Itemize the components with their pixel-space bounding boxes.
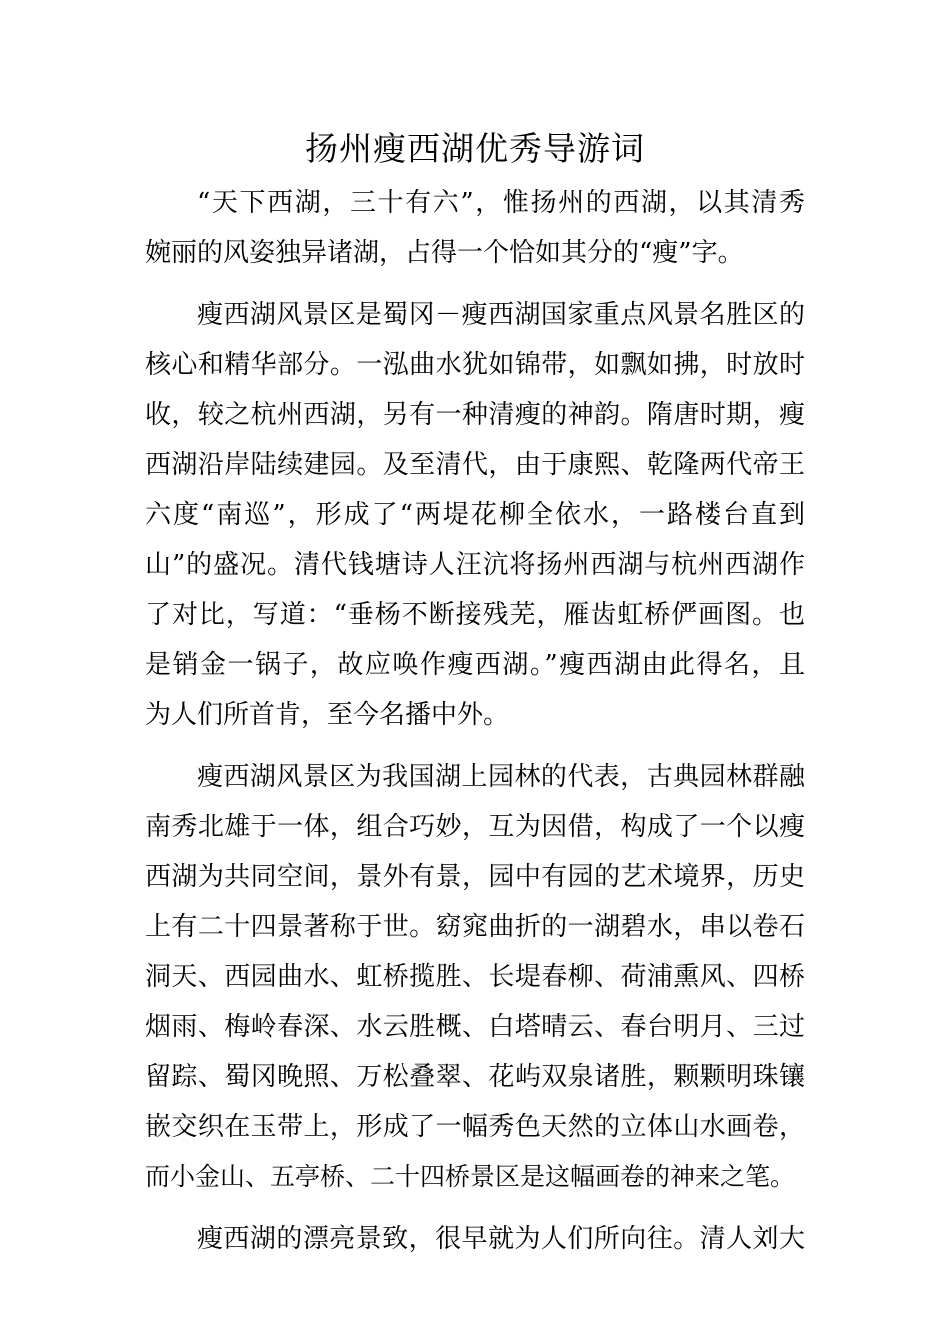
text-line: 瘦西湖风景区为我国湖上园林的代表，古典园林群融 (197, 762, 805, 792)
paragraph-4 (145, 1214, 805, 1264)
paragraph-3 (145, 752, 805, 1202)
document-title: 扬州瘦西湖优秀导游词 (305, 129, 645, 168)
text-line: 婉丽的风姿独异诸湖，占得一个恰如其分的“瘦”字。 (145, 238, 744, 268)
paragraph-1 (145, 178, 805, 278)
paragraph-2 (145, 290, 805, 740)
text-line: 为人们所首肯，至今名播中外。 (145, 700, 510, 730)
text-line: 六度“南巡”，形成了“两堤花柳全依水，一路楼台直到 (145, 500, 805, 530)
text-line: “天下西湖，三十有六”，惟扬州的西湖，以其清秀 (197, 188, 805, 218)
text-line: 洞天、西园曲水、虹桥揽胜、长堤春柳、荷浦熏风、四桥 (145, 962, 805, 992)
text-line: 瘦西湖风景区是蜀冈－瘦西湖国家重点风景名胜区的 (197, 300, 805, 330)
document-body (145, 178, 805, 1276)
text-line: 烟雨、梅岭春深、水云胜概、白塔晴云、春台明月、三过 (145, 1012, 805, 1042)
text-line: 西湖为共同空间，景外有景，园中有园的艺术境界，历史 (145, 862, 805, 892)
text-line: 留踪、蜀冈晚照、万松叠翠、花屿双泉诸胜，颗颗明珠镶 (145, 1062, 805, 1092)
text-line: 了对比，写道：“垂杨不断接残芜，雁齿虹桥俨画图。也 (145, 600, 805, 630)
text-line: 是销金一锅子，故应唤作瘦西湖。”瘦西湖由此得名，且 (145, 650, 805, 680)
text-line: 西湖沿岸陆续建园。及至清代，由于康熙、乾隆两代帝王 (145, 450, 805, 480)
text-line: 收，较之杭州西湖，另有一种清瘦的神韵。隋唐时期，瘦 (145, 400, 805, 430)
text-line: 山”的盛况。清代钱塘诗人汪沆将扬州西湖与杭州西湖作 (145, 550, 805, 580)
text-line: 核心和精华部分。一泓曲水犹如锦带，如飘如拂，时放时 (145, 350, 805, 380)
text-line: 南秀北雄于一体，组合巧妙，互为因借，构成了一个以瘦 (145, 812, 805, 842)
text-line: 嵌交织在玉带上，形成了一幅秀色天然的立体山水画卷， (145, 1112, 805, 1142)
text-line: 上有二十四景著称于世。窈窕曲折的一湖碧水，串以卷石 (145, 912, 805, 942)
text-line: 瘦西湖的漂亮景致，很早就为人们所向往。清人刘大 (197, 1224, 805, 1254)
text-line: 而小金山、五亭桥、二十四桥景区是这幅画卷的神来之笔。 (145, 1162, 796, 1191)
